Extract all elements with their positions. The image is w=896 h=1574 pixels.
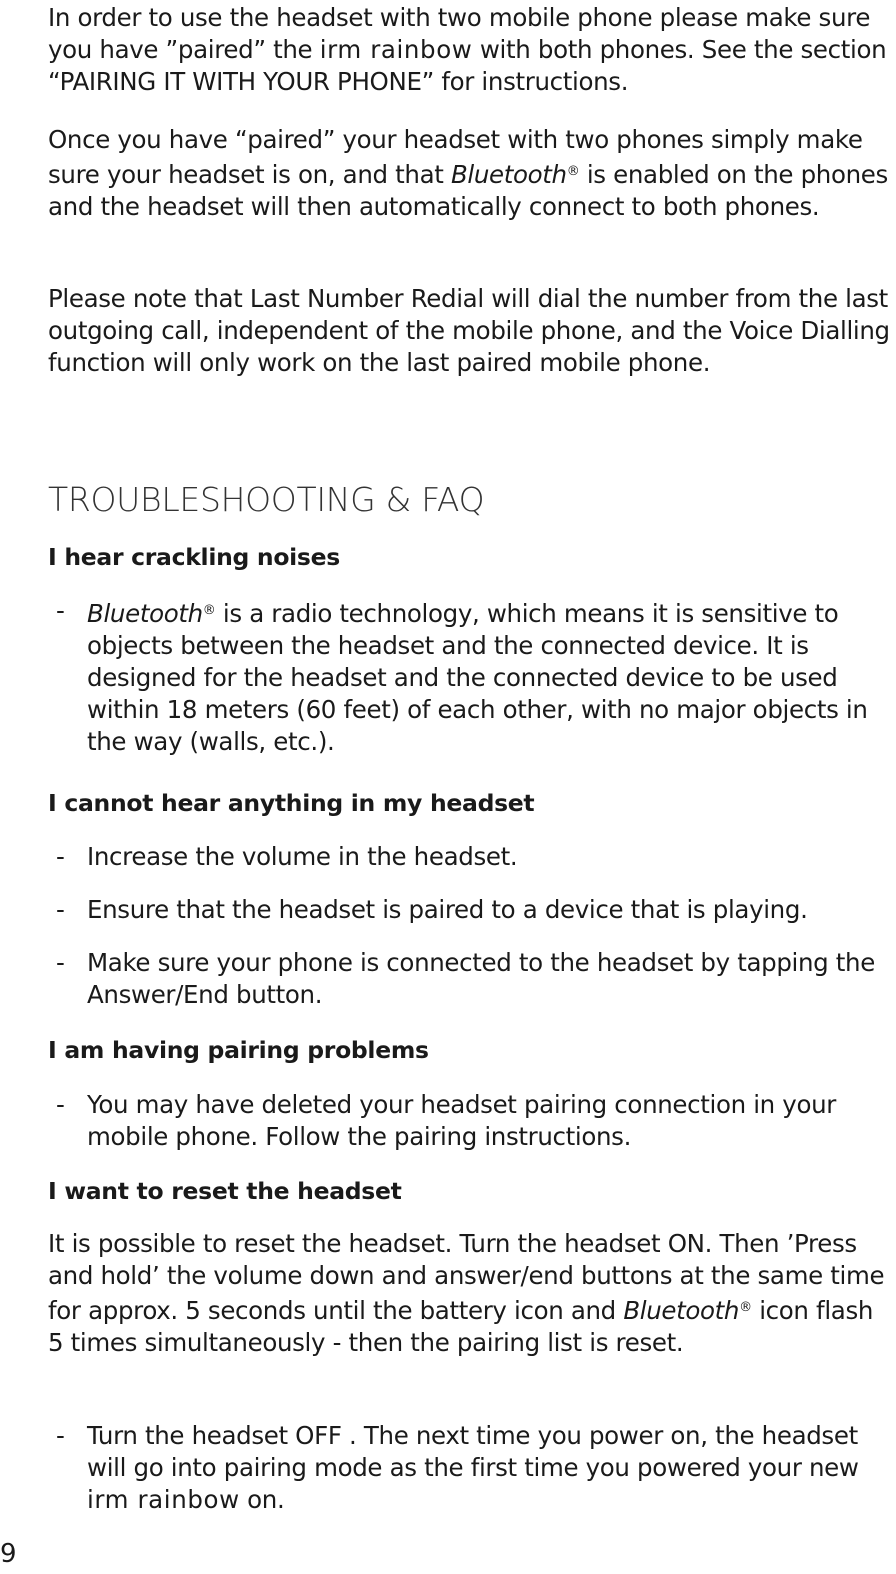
bullet-text: You may have deleted your headset pairing connection in your mobile phone. Follow the pairing instructions. — [87, 1090, 836, 1151]
bullet-dash: - — [56, 842, 65, 871]
registered-mark: ® — [566, 164, 580, 179]
text-run: Turn the headset OFF . The next time you power on, the headset will go into pairing mode as the first time you powered your new — [87, 1421, 859, 1482]
faq-bullet-paired-device — [48, 894, 890, 926]
reset-paragraph — [48, 1228, 890, 1359]
text-run: Once you have “paired” your headset with two phones simply make sure your headset is on, and that — [48, 125, 863, 189]
faq-bullet-answer-end — [48, 947, 890, 1011]
faq-bullet-reset-off — [48, 1420, 890, 1516]
faq-bullet-pairing — [48, 1089, 890, 1153]
faq-question-crackling: I hear crackling noises — [48, 543, 340, 571]
registered-mark: ® — [202, 603, 216, 618]
faq-question-pairing: I am having pairing problems — [48, 1036, 429, 1064]
bullet-text: Make sure your phone is connected to the headset by tapping the Answer/End button. — [87, 948, 875, 1009]
bullet-dash: - — [56, 596, 65, 625]
bullet-dash: - — [56, 948, 65, 977]
text-run: icon flash 5 times simultaneously - then the pairing list is reset. — [48, 1296, 874, 1357]
bullet-dash: - — [56, 1421, 65, 1450]
intro-paragraph-redial: Please note that Last Number Redial will dial the number from the last outgoing call, independent of the mobile phone, and the Voice Dialling function will only work on the last paired mobile phone. — [48, 284, 890, 377]
text-run: is enabled on the phones and the headset will then automatically connect to both phones. — [48, 160, 888, 221]
brand-name: irm rainbow — [319, 35, 473, 64]
faq-bullet-crackling — [48, 595, 890, 758]
brand-name: irm rainbow — [87, 1485, 240, 1514]
bullet-dash: - — [56, 1090, 65, 1119]
bluetooth-term: Bluetooth — [87, 599, 203, 628]
bluetooth-term: Bluetooth — [450, 160, 567, 189]
text-run: on. — [239, 1485, 285, 1514]
bullet-text: Increase the volume in the headset. — [87, 842, 518, 871]
text-run: is a radio technology, which means it is sensitive to objects between the headset and the connected device. It is designed for the headset and the connected device to be used within 18 meters (60 feet) of each other, with no major objects in the way (walls, etc.). — [87, 599, 868, 756]
page-number: 9 — [0, 1539, 17, 1569]
bullet-text — [87, 1420, 890, 1516]
intro-paragraph-connect — [48, 124, 890, 223]
text-run: with both phones. See the section “PAIRING IT WITH YOUR PHONE” for instructions. — [48, 35, 887, 96]
bullet-dash: - — [56, 895, 65, 924]
faq-question-reset: I want to reset the headset — [48, 1177, 402, 1205]
bluetooth-term: Bluetooth — [623, 1296, 740, 1325]
registered-mark: ® — [739, 1300, 752, 1315]
faq-bullet-volume — [48, 841, 890, 873]
section-title: TROUBLESHOOTING & FAQ — [48, 480, 485, 519]
intro-paragraph-pairing — [48, 2, 890, 98]
text-run: It is possible to reset the headset. Turn the headset ON. Then ’Press and hold’ the volume down and answer/end buttons at the same time for approx. 5 seconds until the battery icon and — [48, 1229, 885, 1325]
text-run: In order to use the headset with two mobile phone please make sure you have ”paired” the — [48, 3, 871, 64]
faq-question-no-sound: I cannot hear anything in my headset — [48, 789, 535, 817]
bullet-text: Ensure that the headset is paired to a device that is playing. — [87, 895, 808, 924]
bullet-text — [87, 595, 890, 758]
